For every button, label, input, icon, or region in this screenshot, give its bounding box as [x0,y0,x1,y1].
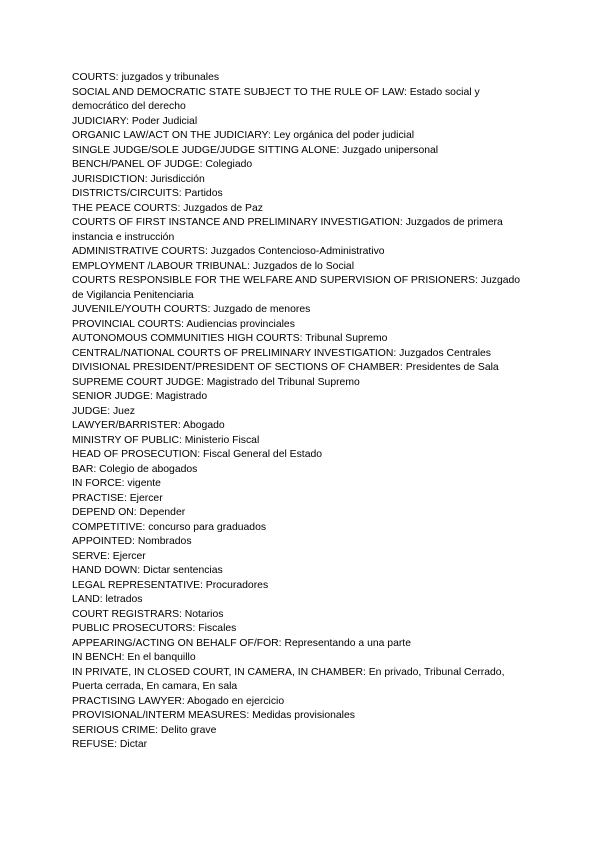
glossary-entry: APPEARING/ACTING ON BEHALF OF/FOR: Representando a una parte [72,637,411,649]
glossary-entry: SOCIAL AND DEMOCRATIC STATE SUBJECT TO THE RULE OF LAW: Estado social y democrático del derecho [72,86,480,112]
glossary-entry: PROVISIONAL/INTERM MEASURES: Medidas provisionales [72,710,355,721]
glossary-entry: PROVINCIAL COURTS: Audiencias provinciales [72,318,295,330]
glossary-entry: DISTRICTS/CIRCUITS: Partidos [72,188,223,199]
glossary-entry: JUVENILE/YOUTH COURTS: Juzgado de menores [72,304,311,315]
glossary-entry: THE PEACE COURTS: Juzgados de Paz [72,202,263,214]
glossary-entry: ADMINISTRATIVE COURTS: Juzgados Contencioso-Administrativo [72,246,385,257]
glossary-entry: ORGANIC LAW/ACT ON THE JUDICIARY: Ley orgánica del poder judicial [72,130,415,141]
glossary-entry: PRACTISING LAWYER: Abogado en ejercicio [72,695,285,707]
glossary-entry: SENIOR JUDGE: Magistrado [72,391,208,402]
glossary-entry: COMPETITIVE: concurso para graduados [72,521,267,533]
glossary-entry: SINGLE JUDGE/SOLE JUDGE/JUDGE SITTING ALONE: Juzgado unipersonal [72,144,439,156]
glossary-entry: LAWYER/BARRISTER: Abogado [72,420,225,431]
glossary-entry: COURTS: juzgados y tribunales [72,72,220,83]
glossary-entry: DIVISIONAL PRESIDENT/PRESIDENT OF SECTIONS OF CHAMBER: Presidentes de Sala [72,362,499,373]
glossary-page [72,71,522,753]
glossary-entry: REFUSE: Dictar [72,739,148,750]
glossary-entry: HEAD OF PROSECUTION: Fiscal General del Estado [72,449,323,460]
glossary-entry: HAND DOWN: Dictar sentencias [72,565,223,576]
glossary-entry: SERIOUS CRIME: Delito grave [72,724,217,736]
glossary-entry: EMPLOYMENT /LABOUR TRIBUNAL: Juzgados de lo Social [72,260,355,272]
glossary-entry: LEGAL REPRESENTATIVE: Procuradores [72,579,269,591]
glossary-entry: SERVE: Ejercer [72,550,146,562]
glossary-entry: BAR: Colegio de abogados [72,463,198,475]
glossary-entry: APPOINTED: Nombrados [72,536,192,547]
glossary-entry: COURTS RESPONSIBLE FOR THE WELFARE AND SUPERVISION OF PRISIONERS: Juzgado de Vigilancia Penitenciaria [72,275,521,301]
glossary-entry: JURISDICTION: Jurisdicción [72,173,205,185]
glossary-entry: PUBLIC PROSECUTORS: Fiscales [72,623,237,634]
glossary-entry: IN FORCE: vigente [72,478,161,489]
glossary-entry: IN BENCH: En el banquillo [72,652,196,663]
glossary-entry: COURTS OF FIRST INSTANCE AND PRELIMINARY INVESTIGATION: Juzgados de primera instancia e instrucción [72,217,503,243]
glossary-entry: COURT REGISTRARS: Notarios [72,608,224,620]
glossary-entry: JUDGE: Juez [72,405,135,417]
glossary-entry: PRACTISE: Ejercer [72,492,163,504]
glossary-entry: DEPEND ON: Depender [72,507,186,518]
glossary-entry: BENCH/PANEL OF JUDGE: Colegiado [72,159,253,170]
glossary-entry: JUDICIARY: Poder Judicial [72,115,198,127]
glossary-entry: IN PRIVATE, IN CLOSED COURT, IN CAMERA, IN CHAMBER: En privado, Tribunal Cerrado, Puerta cerrada, En camara, En sala [72,666,505,692]
glossary-entry: SUPREME COURT JUDGE: Magistrado del Tribunal Supremo [72,376,360,388]
glossary-entry: AUTONOMOUS COMMUNITIES HIGH COURTS: Tribunal Supremo [72,333,388,344]
glossary-entry: CENTRAL/NATIONAL COURTS OF PRELIMINARY INVESTIGATION: Juzgados Centrales [72,347,492,359]
glossary-entry: MINISTRY OF PUBLIC: Ministerio Fiscal [72,434,260,446]
glossary-entry: LAND: letrados [72,594,143,605]
